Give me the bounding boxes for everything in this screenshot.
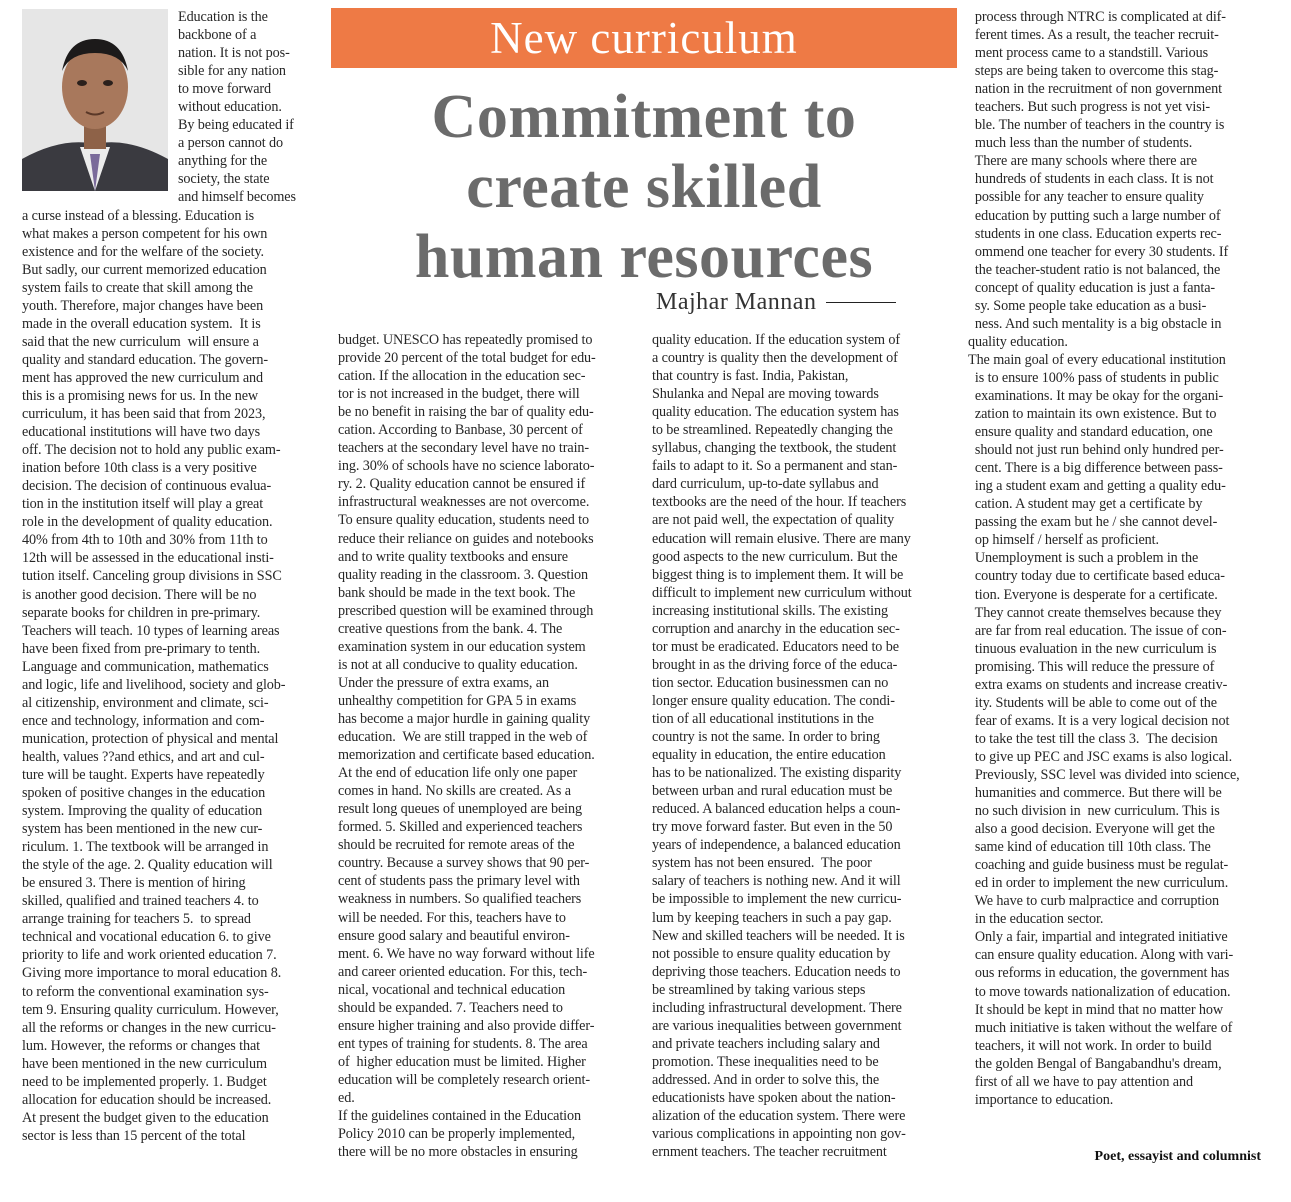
article-line: concept of quality education is just a fanta- bbox=[968, 279, 1216, 296]
article-line: a person cannot do bbox=[178, 135, 283, 152]
article-line: ed. bbox=[338, 1089, 355, 1106]
article-line: Giving more importance to moral education 8. bbox=[22, 965, 282, 982]
article-line: skilled, qualified and trained teachers 4. to bbox=[22, 893, 259, 910]
article-line: all the reforms or changes in the new curricu- bbox=[22, 1019, 276, 1036]
article-line: ed in order to implement the new curriculum. bbox=[968, 875, 1229, 892]
article-line: To ensure quality education, students need to bbox=[338, 512, 589, 529]
article-line: in the education sector. bbox=[968, 911, 1104, 928]
article-line: made in the overall education system. It is bbox=[22, 315, 261, 332]
article-line: this is a promising news for us. In the new bbox=[22, 387, 259, 404]
article-line: ing. 30% of schools have no science laborato- bbox=[338, 458, 595, 475]
article-line: op himself / herself as proficient. bbox=[968, 532, 1159, 549]
article-line: comes in hand. No skills are created. As a bbox=[338, 783, 571, 800]
article-line: tion of all educational institutions in the bbox=[652, 710, 874, 727]
article-line: zation to maintain its own existence. But to bbox=[968, 406, 1217, 423]
article-line: quality education. bbox=[968, 333, 1068, 350]
article-line: ment process came to a standstill. Various bbox=[968, 45, 1209, 62]
article-line: curriculum, it has been said that from 2023, bbox=[22, 406, 266, 423]
article-line: brought in as the driving force of the educa- bbox=[652, 656, 898, 673]
article-line: said that the new curriculum will ensure a bbox=[22, 333, 259, 350]
article-line: fear of exams. It is a very logical decision not bbox=[968, 712, 1230, 729]
article-line: technical and vocational education 6. to give bbox=[22, 929, 271, 946]
article-line: various complications in appointing non gov- bbox=[652, 1126, 906, 1143]
article-line: to be streamlined. Repeatedly changing the bbox=[652, 422, 893, 439]
article-line: anything for the bbox=[178, 153, 268, 170]
article-line: cation. If the allocation in the education sec- bbox=[338, 368, 586, 385]
article-line: lum by keeping teachers in such a pay gap. bbox=[652, 909, 892, 926]
article-line: tor is not increased in the budget, there will bbox=[338, 386, 580, 403]
article-line: try move forward faster. But even in the 50 bbox=[652, 819, 893, 836]
article-line: system. Improving the quality of education bbox=[22, 803, 263, 820]
article-line: ity. Students will be able to come out of the bbox=[968, 694, 1217, 711]
article-line: a curse instead of a blessing. Education is bbox=[22, 207, 255, 224]
article-line: But sadly, our current memorized education bbox=[22, 261, 267, 278]
article-line: Shulanka and Nepal are moving towards bbox=[652, 386, 879, 403]
article-line: memorization and certificate based education. bbox=[338, 747, 595, 764]
article-line: If the guidelines contained in the Education bbox=[338, 1108, 582, 1125]
article-line: increasing institutional skills. The existing bbox=[652, 602, 889, 619]
article-line: We have to curb malpractice and corruption bbox=[968, 893, 1220, 910]
article-line: off. The decision not to hold any public exam- bbox=[22, 442, 281, 459]
article-line: al citizenship, environment and climate, sci- bbox=[22, 694, 269, 711]
article-line: biggest thing is to implement them. It will be bbox=[652, 566, 904, 583]
article-column-3 bbox=[652, 331, 912, 1161]
article-line: dard curriculum, up-to-date syllabus and bbox=[652, 476, 879, 493]
article-column-4 bbox=[968, 8, 1240, 1109]
article-line: lum. However, the reforms or changes that bbox=[22, 1037, 261, 1054]
article-line: without education. bbox=[178, 99, 282, 116]
headline-line-1: Commitment to bbox=[431, 83, 857, 151]
article-line: cent of students pass the primary level with bbox=[338, 873, 580, 890]
article-line: is not at all conducive to quality education. bbox=[338, 656, 578, 673]
article-line: health, values ??and ethics, and art and cul- bbox=[22, 748, 265, 765]
article-line: the teacher-student ratio is not balanced, the bbox=[968, 261, 1221, 278]
article-line: be impossible to implement the new curricu- bbox=[652, 891, 902, 908]
article-line: years of independence, a balanced education bbox=[652, 837, 901, 854]
article-line: Previously, SSC level was divided into science, bbox=[968, 766, 1240, 783]
article-line: extra exams on students and increase creativ- bbox=[968, 676, 1228, 693]
article-line: syllabus, changing the textbook, the student bbox=[652, 440, 897, 457]
article-line: to reform the conventional examination sys- bbox=[22, 983, 269, 1000]
article-line: quality and standard education. The govern- bbox=[22, 351, 269, 368]
article-line: teachers. But such progress is not yet visi- bbox=[968, 99, 1211, 116]
article-line: and logic, life and livelihood, society and glob- bbox=[22, 676, 286, 693]
article-line: textbooks are the need of the hour. If teachers bbox=[652, 494, 907, 511]
article-line: nation. It is not pos- bbox=[178, 45, 290, 62]
article-line: much initiative is taken without the welfare of bbox=[968, 1019, 1233, 1036]
author-signoff: Poet, essayist and columnist bbox=[1094, 1149, 1261, 1164]
article-line: be streamlined by taking various steps bbox=[652, 981, 866, 998]
article-line: tion. Everyone is desperate for a certificate. bbox=[968, 586, 1218, 603]
article-line: At present the budget given to the education bbox=[22, 1109, 269, 1126]
article-line: education by putting such a large number of bbox=[968, 207, 1221, 224]
article-line: Unemployment is such a problem in the bbox=[968, 550, 1199, 567]
article-line: to move forward bbox=[178, 81, 272, 98]
article-line: examinations. It may be okay for the organi- bbox=[968, 387, 1224, 404]
article-line: tor must be eradicated. Educators need to be bbox=[652, 638, 899, 655]
article-line: the golden Bengal of Bangabandhu's dream, bbox=[968, 1055, 1222, 1072]
article-line: Under the pressure of extra exams, an bbox=[338, 674, 549, 691]
article-line: Policy 2010 can be properly implemented, bbox=[338, 1126, 576, 1143]
article-line: arrange training for teachers 5. to spread bbox=[22, 911, 251, 928]
article-line: same kind of education till 10th class. The bbox=[968, 839, 1211, 856]
article-line: quality education. The education system has bbox=[652, 404, 899, 421]
article-line: system has not been ensured. The poor bbox=[652, 855, 872, 872]
article-line: are far from real education. The issue of con- bbox=[968, 622, 1227, 639]
article-line: education. We are still trapped in the web of bbox=[338, 729, 588, 746]
article-line: country. Because a survey shows that 90 per- bbox=[338, 855, 590, 872]
article-line: hundreds of students in each class. It is not bbox=[968, 171, 1214, 188]
article-line: separate books for children in pre-primary. bbox=[22, 604, 261, 621]
article-line: equality in education, the entire education bbox=[652, 747, 886, 764]
article-line: have been fixed from pre-primary to tenth. bbox=[22, 640, 261, 657]
article-line: ment. 6. We have no way forward without life bbox=[338, 945, 595, 962]
article-line: has become a major hurdle in gaining quality bbox=[338, 710, 591, 727]
article-line: what makes a person competent for his own bbox=[22, 225, 268, 242]
article-line: between urban and rural education must be bbox=[652, 783, 893, 800]
article-line: sector is less than 15 percent of the total bbox=[22, 1127, 246, 1144]
article-line: 12th will be assessed in the educational insti- bbox=[22, 550, 274, 567]
article-line: ry. 2. Quality education cannot be ensured if bbox=[338, 476, 586, 493]
article-line: youth. Therefore, major changes have been bbox=[22, 297, 264, 314]
headline-line-2: create skilled bbox=[466, 153, 822, 221]
article-line: importance to education. bbox=[968, 1091, 1114, 1108]
article-line: should not just run behind only hundred per- bbox=[968, 442, 1224, 459]
article-line: will be needed. For this, teachers have to bbox=[338, 909, 566, 926]
article-line: ensure good salary and beautiful environ- bbox=[338, 927, 570, 944]
article-line: riculum. 1. The textbook will be arranged in bbox=[22, 839, 269, 856]
article-line: and himself becomes bbox=[178, 189, 296, 206]
article-line: not possible to ensure quality education by bbox=[652, 945, 891, 962]
article-line: and to write quality textbooks and ensure bbox=[338, 548, 568, 565]
article-line: cation. A student may get a certificate by bbox=[968, 496, 1203, 513]
article-line: system fails to create that skill among the bbox=[22, 279, 253, 296]
article-line: tution itself. Canceling group divisions in SSC bbox=[22, 568, 282, 585]
article-line: to take the test till the class 3. The decision bbox=[968, 730, 1218, 747]
article-line: They cannot create themselves because they bbox=[968, 604, 1222, 621]
article-line: promotion. These inequalities need to be bbox=[652, 1053, 879, 1070]
article-line: infrastructural weaknesses are not overcome. bbox=[338, 494, 590, 511]
headline bbox=[331, 82, 957, 292]
article-line: ination before 10th class is a very positive bbox=[22, 460, 257, 477]
article-line: ommend one teacher for every 30 students. If bbox=[968, 243, 1229, 260]
article-line: society, the state bbox=[178, 171, 270, 188]
article-line: steps are being taken to overcome this stag- bbox=[968, 63, 1219, 80]
article-line: At the end of education life only one paper bbox=[338, 765, 578, 782]
article-line: By being educated if bbox=[178, 117, 294, 134]
article-line: backbone of a bbox=[178, 27, 257, 44]
byline-row bbox=[656, 286, 896, 318]
article-line: teachers, it will not work. In order to build bbox=[968, 1037, 1212, 1054]
article-line: existence and for the welfare of the society. bbox=[22, 243, 264, 260]
article-line: cation. According to Banbase, 30 percent of bbox=[338, 422, 583, 439]
article-line: are various inequalities between government bbox=[652, 1017, 902, 1034]
article-line: ent types of training for students. 8. The area bbox=[338, 1035, 588, 1052]
article-line: no such division in new curriculum. This is bbox=[968, 803, 1220, 820]
headline-line-3: human resources bbox=[414, 223, 874, 291]
article-line: prescribed question will be examined through bbox=[338, 602, 594, 619]
byline-rule bbox=[826, 302, 896, 303]
article-line: ernment teachers. The teacher recruitment bbox=[652, 1144, 887, 1161]
article-line: ensure quality and standard education, one bbox=[968, 424, 1213, 441]
article-line: is to ensure 100% pass of students in public bbox=[968, 369, 1219, 386]
article-line: quality reading in the classroom. 3. Question bbox=[338, 566, 589, 583]
article-line: fails to adapt to it. So a permanent and stan- bbox=[652, 458, 898, 475]
article-line: reduce their reliance on guides and notebooks bbox=[338, 530, 594, 547]
article-line: educational institutions will have two days bbox=[22, 424, 261, 441]
article-line: longer ensure quality education. The condi- bbox=[652, 692, 895, 709]
article-line: Only a fair, impartial and integrated initiative bbox=[968, 929, 1228, 946]
article-line: students in one class. Education experts rec- bbox=[968, 225, 1222, 242]
article-line: to move towards nationalization of education. bbox=[968, 983, 1231, 1000]
article-line: creative questions from the bank. 4. The bbox=[338, 620, 563, 637]
article-line: examination system in our education system bbox=[338, 638, 586, 655]
article-line: and private teachers including salary and bbox=[652, 1035, 880, 1052]
article-line: education will remain elusive. There are many bbox=[652, 530, 911, 547]
article-line: reduced. A balanced education helps a coun- bbox=[652, 801, 901, 818]
article-line: that country is fast. India, Pakistan, bbox=[652, 368, 849, 385]
article-line: tem 9. Ensuring quality curriculum. However, bbox=[22, 1001, 279, 1018]
article-line: There are many schools where there are bbox=[968, 153, 1197, 170]
article-line: salary of teachers is nothing new. And it will bbox=[652, 873, 901, 890]
article-line: sy. Some people take education as a busi- bbox=[968, 297, 1207, 314]
article-line: ture will be taught. Experts have repeatedly bbox=[22, 766, 265, 783]
article-line: good aspects to the new curriculum. But the bbox=[652, 548, 898, 565]
article-line: be ensured 3. There is mention of hiring bbox=[22, 875, 246, 892]
article-line: nical, vocational and technical education bbox=[338, 981, 566, 998]
article-line: depriving those teachers. Education needs to bbox=[652, 963, 901, 980]
article-line: have been mentioned in the new curriculum bbox=[22, 1055, 267, 1072]
article-line: difficult to implement new curriculum without bbox=[652, 584, 912, 601]
article-line: the style of the age. 2. Quality education will bbox=[22, 857, 273, 874]
article-line: munication, protection of physical and mental bbox=[22, 730, 279, 747]
article-line: alization of the education system. There were bbox=[652, 1108, 906, 1125]
article-line: is another good decision. There will be no bbox=[22, 586, 257, 603]
article-line: and career oriented education. For this, tech- bbox=[338, 963, 588, 980]
article-line: tion in the institution itself will play a great bbox=[22, 496, 264, 513]
article-line: decision. The decision of continuous evalua- bbox=[22, 478, 272, 495]
article-line: ferent times. As a result, the teacher recruit- bbox=[968, 27, 1219, 44]
article-line: has to be nationalized. The existing disparity bbox=[652, 765, 902, 782]
article-line: role in the development of quality education. bbox=[22, 514, 273, 531]
article-line: ble. The number of teachers in the country is bbox=[968, 117, 1225, 134]
article-line: also a good decision. Everyone will get the bbox=[968, 821, 1215, 838]
article-line: be no benefit in raising the bar of quality edu- bbox=[338, 404, 594, 421]
article-line: process through NTRC is complicated at dif- bbox=[968, 9, 1226, 25]
article-line: nation in the recruitment of non government bbox=[968, 81, 1222, 98]
article-line: provide 20 percent of the total budget for edu- bbox=[338, 350, 596, 367]
article-line: sible for any nation bbox=[178, 63, 286, 80]
article-line: humanities and commerce. But there will be bbox=[968, 785, 1222, 802]
article-line: spoken of positive changes in the education bbox=[22, 785, 266, 802]
article-line: educationists have spoken about the nation- bbox=[652, 1089, 896, 1106]
article-line: tion sector. Education businessmen can no bbox=[652, 674, 889, 691]
article-line: there will be no more obstacles in ensuring bbox=[338, 1144, 578, 1161]
article-line: cent. There is a big difference between pass- bbox=[968, 460, 1223, 477]
article-line: ness. And such mentality is a big obstacle in bbox=[968, 315, 1222, 332]
article-column-2 bbox=[338, 331, 596, 1161]
article-line: first of all we have to pay attention and bbox=[968, 1073, 1193, 1090]
article-line: ence and technology, information and com- bbox=[22, 712, 265, 729]
article-line: country is not the same. In order to bring bbox=[652, 729, 880, 746]
article-line: ment has approved the new curriculum and bbox=[22, 369, 264, 386]
article-line: allocation for education should be increased. bbox=[22, 1091, 272, 1108]
article-line: unhealthy competition for GPA 5 in exams bbox=[338, 692, 577, 709]
article-line: should be expanded. 7. Teachers need to bbox=[338, 999, 563, 1016]
article-line: The main goal of every educational institution bbox=[968, 351, 1226, 368]
article-line: education will be completely research orient- bbox=[338, 1071, 590, 1088]
article-line: It should be kept in mind that no matter how bbox=[968, 1001, 1224, 1018]
article-line: country today due to certificate based educa- bbox=[968, 568, 1225, 585]
article-line: tinuous evaluation in the new curriculum is bbox=[968, 640, 1217, 657]
article-column-1 bbox=[22, 8, 296, 1145]
article-line: system has been mentioned in the new cur- bbox=[22, 821, 263, 838]
article-line: ous reforms in education, the government has bbox=[968, 965, 1230, 982]
article-line: quality education. If the education system of bbox=[652, 332, 901, 348]
article-line: should be recruited for remote areas of the bbox=[338, 837, 575, 854]
article-line: formed. 5. Skilled and experienced teachers bbox=[338, 819, 583, 836]
article-line: a country is quality then the development of bbox=[652, 350, 898, 367]
article-line: Teachers will teach. 10 types of learning areas bbox=[22, 622, 280, 639]
article-line: weakness in numbers. So qualified teachers bbox=[338, 891, 582, 908]
article-line: coaching and guide business must be regulat- bbox=[968, 857, 1229, 874]
article-line: New and skilled teachers will be needed. It is bbox=[652, 927, 905, 944]
section-banner: New curriculum bbox=[331, 8, 957, 68]
article-line: budget. UNESCO has repeatedly promised to bbox=[338, 332, 593, 348]
article-line: need to be implemented properly. 1. Budget bbox=[22, 1073, 267, 1090]
article-line: Language and communication, mathematics bbox=[22, 658, 269, 675]
article-line: much less than the number of students. bbox=[968, 135, 1193, 152]
article-line: teachers at the secondary level have no train- bbox=[338, 440, 590, 457]
byline: Majhar Mannan bbox=[656, 288, 817, 315]
article-line: passing the exam but he / she cannot devel- bbox=[968, 514, 1218, 531]
article-line: 40% from 4th to 10th and 30% from 11th to bbox=[22, 532, 268, 549]
article-line: ensure higher training and also provide differ- bbox=[338, 1017, 595, 1034]
article-line: including infrastructural development. There bbox=[652, 999, 902, 1016]
article-line: are not paid well, the expectation of quality bbox=[652, 512, 895, 529]
article-line: of higher education must be limited. Higher bbox=[338, 1053, 586, 1070]
article-line: can ensure quality education. Along with vari- bbox=[968, 947, 1234, 964]
article-line: bank should be made in the text book. The bbox=[338, 584, 576, 601]
article-line: ing a student exam and getting a quality edu- bbox=[968, 478, 1226, 495]
article-line: corruption and anarchy in the education sec- bbox=[652, 620, 900, 637]
article-line: promising. This will reduce the pressure of bbox=[968, 658, 1215, 675]
article-line: possible for any teacher to ensure quality bbox=[968, 189, 1204, 206]
article-line: result long queues of unemployed are being bbox=[338, 801, 583, 818]
article-line: Education is the bbox=[178, 9, 268, 25]
article-line: to give up PEC and JSC exams is also logical. bbox=[968, 748, 1233, 765]
article-line: priority to life and work oriented education 7. bbox=[22, 947, 277, 964]
article-line: addressed. And in order to solve this, the bbox=[652, 1071, 880, 1088]
